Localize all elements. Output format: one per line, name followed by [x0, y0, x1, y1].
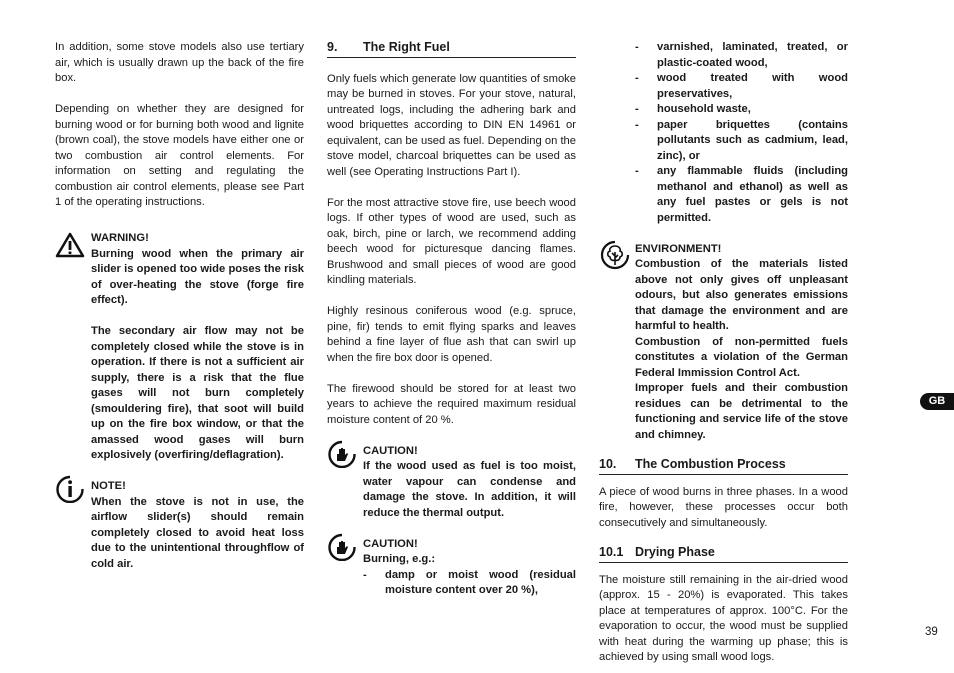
caution-1-text: If the wood used as fuel is too moist, water vapour can condense and damage the stove. In addition, it will reduce the thermal output.	[363, 460, 576, 519]
list-item: - paper briquettes (contains pollutants such as cadmium, lead, zinc), or	[635, 118, 848, 165]
environment-title: ENVIRONMENT!	[635, 242, 722, 255]
section-10-number: 10.	[599, 457, 617, 471]
environment-text-2: Combustion of non-permitted fuels constitutes a violation of the German Federal Immission Control Act.	[635, 335, 848, 379]
column-left	[55, 40, 304, 572]
paragraph-drying: The moisture still remaining in the air-dried wood (approx. 15 - 20%) is evaporated. This takes place at temperatures of approx. 100°C. For the evaporation to occur, the wood must be supplied with heat during the warming up phase; this is achieved by using small wood logs.	[599, 573, 848, 663]
list-item: - any flammable fluids (including methanol and ethanol) as well as any fuel pastes or gels is not permitted.	[635, 164, 848, 226]
caution-1-title: CAUTION!	[363, 444, 418, 457]
column-right	[599, 40, 848, 666]
environment-box	[599, 242, 848, 444]
section-10-1-number: 10.1	[599, 545, 624, 559]
note-title: NOTE!	[91, 480, 126, 492]
caution-box-2	[327, 537, 576, 599]
caution-2-subtitle: Burning, e.g.:	[363, 553, 436, 565]
warning-title: WARNING!	[91, 232, 149, 244]
prohibited-fuel-list	[363, 568, 576, 599]
environment-text-3: Improper fuels and their combustion residues can be detrimental to the functioning and service life of the stove and chimney.	[635, 382, 848, 441]
list-item: - household waste,	[635, 102, 848, 118]
section-10-heading	[599, 457, 848, 475]
paragraph-combustion: A piece of wood burns in three phases. In a wood fire, however, these processes occur both consecutively and simultaneously.	[599, 485, 848, 529]
section-9-title: The Right Fuel	[363, 40, 450, 54]
note-box	[55, 479, 304, 572]
section-9-heading	[327, 40, 576, 58]
warning-box	[55, 231, 304, 464]
section-9-number: 9.	[327, 40, 338, 54]
section-10-1-title: Drying Phase	[635, 545, 715, 559]
warning-triangle-icon	[55, 231, 85, 259]
page-number: 39	[925, 626, 938, 638]
list-item: - wood treated with wood preservatives,	[635, 71, 848, 102]
caution-box-1	[327, 444, 576, 522]
list-item: - varnished, laminated, treated, or plastic-coated wood,	[635, 40, 848, 71]
list-item: - damp or moist wood (residual moisture content over 20 %),	[363, 568, 576, 599]
caution-hand-icon	[327, 533, 357, 561]
tree-environment-icon	[599, 240, 631, 270]
warning-text-1: Burning wood when the primary air slider is opened too wide poses the risk of over-heating the stove (forge fire effect).	[91, 247, 304, 306]
caution-hand-icon	[327, 440, 357, 468]
paragraph-tertiary-air: In addition, some stove models also use tertiary air, which is usually drawn up the back of the fire box.	[55, 41, 304, 84]
section-10-1-heading	[599, 545, 848, 563]
paragraph-storage: The firewood should be stored for at least two years to achieve the required maximum residual moisture content of 20 %.	[327, 382, 576, 426]
paragraph-control-elements: Depending on whether they are designed for burning wood or for burning both wood and lignite (brown coal), the stove models have either one or two combustion air control elements. For information on setting and regulating the combustion air control elements, please see Part 1 of the operating instructions.	[55, 103, 304, 208]
section-10-title: The Combustion Process	[635, 457, 786, 471]
paragraph-beech: For the most attractive stove fire, use beech wood logs. If other types of wood are used, such as oak, birch, pine or larch, we recommend adding beech wood for picturesque dancing flames. Brushwood and small pieces of wood are good kindling materials.	[327, 196, 576, 286]
note-text: When the stove is not in use, the airflow slider(s) should remain completely closed to avoid heat loss due to the unintentional throughflow of cold air.	[91, 495, 304, 570]
caution-2-title: CAUTION!	[363, 537, 418, 550]
environment-text-1: Combustion of the materials listed above not only gives off unpleasant odours, but also generates emissions that damage the environment and are harmful to health.	[635, 258, 848, 332]
column-middle	[327, 40, 576, 599]
paragraph-fuels: Only fuels which generate low quantities of smoke may be burned in stoves. For your stove, natural, untreated logs, including the adhering bark and wood briquettes according to DIN EN 14961 or equivalent, can be used as fuel. Depending on the stove model, charcoal briquettes can be used as well (see Operating Instructions Part I).	[327, 72, 576, 178]
info-icon	[55, 475, 85, 503]
language-tab-badge: GB	[920, 393, 954, 410]
warning-text-2: The secondary air flow may not be completely closed while the stove is in operation. If there is not a sufficient air supply, there is a risk that the flue gases will not burn completely (smouldering fire), that soot will build up on the fire box window, or that the amassed wood gases will burn explosively (overfiring/deflagration).	[91, 325, 304, 461]
paragraph-resinous: Highly resinous coniferous wood (e.g. spruce, pine, fir) tends to emit flying sparks and leaves behind a fine layer of flue ash that can swirl up when the fire box door is opened.	[327, 305, 576, 364]
prohibited-fuel-list-continued	[635, 40, 848, 226]
